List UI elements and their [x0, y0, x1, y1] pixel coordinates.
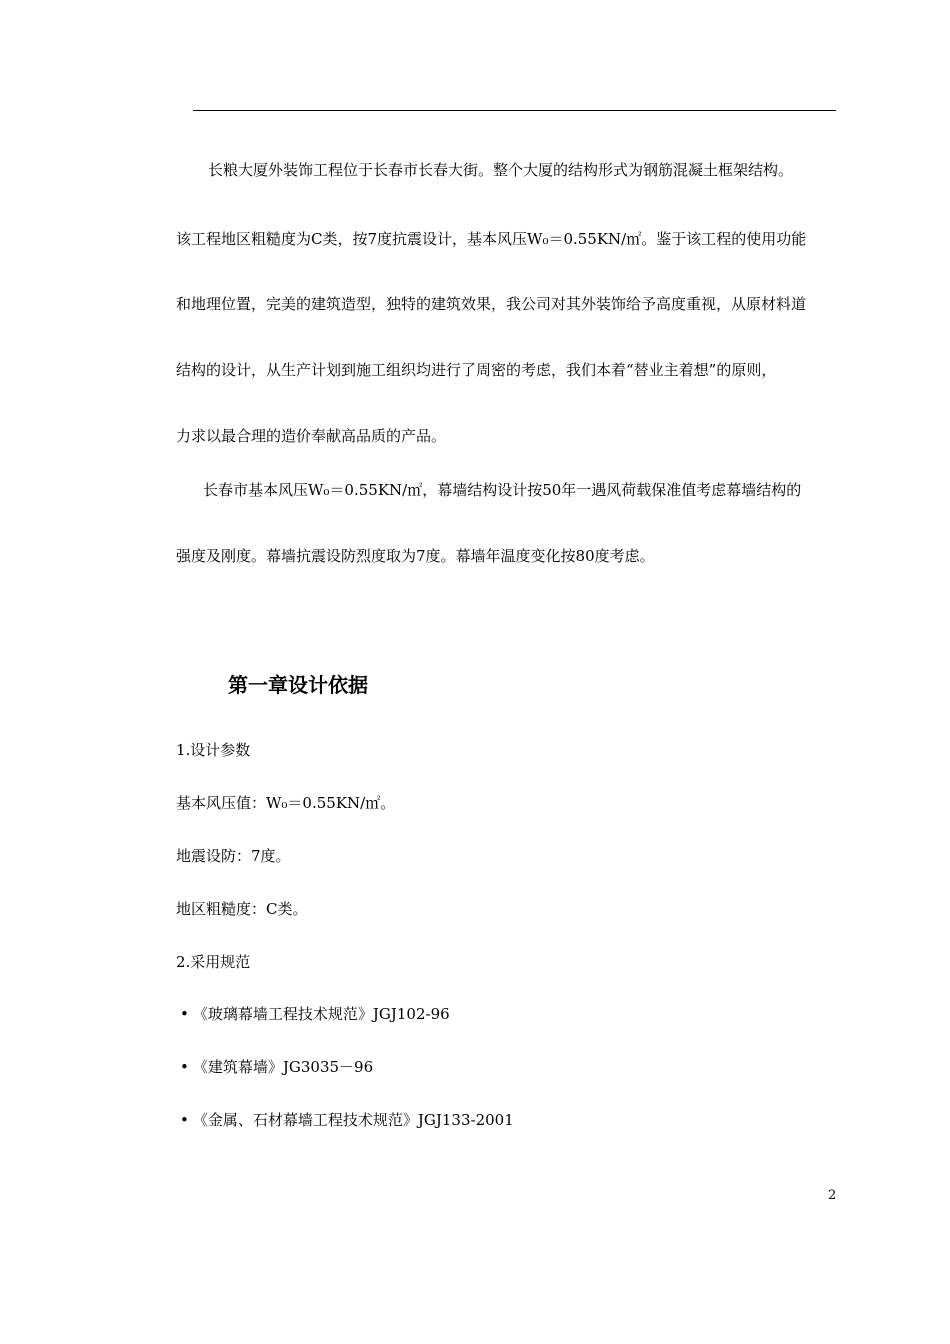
intro-line: 该工程地区粗糙度为C类，按7度抗震设计，基本风压W₀＝0.55KN/㎡。鉴于该工程的使用功能 [176, 230, 807, 248]
section-heading-specs: 2.采用规范 [176, 953, 251, 971]
param-wind-pressure: 基本风压值：W₀＝0.55KN/㎡。 [176, 794, 396, 812]
spec-text: 《建筑幕墙》JG3035－96 [192, 1058, 374, 1076]
section-heading-params: 1.设计参数 [176, 741, 251, 759]
spec-list-item [180, 1004, 450, 1024]
param-roughness: 地区粗糙度：C类。 [176, 900, 308, 918]
bullet-icon: • [180, 1058, 189, 1076]
bullet-icon: • [180, 1111, 189, 1129]
intro-line: 力求以最合理的造价奉献高品质的产品。 [176, 427, 447, 445]
spec-text: 《金属、石材幕墙工程技术规范》JGJ133-2001 [192, 1111, 514, 1129]
chapter-title: 第一章设计依据 [228, 673, 368, 697]
header-rule [193, 110, 836, 111]
spec-text: 《玻璃幕墙工程技术规范》JGJ102-96 [192, 1005, 450, 1023]
intro-line: 长粮大厦外装饰工程位于长春市长春大街。整个大厦的结构形式为钢筋混凝土框架结构。 [208, 161, 794, 179]
intro-line: 强度及刚度。幕墙抗震设防烈度取为7度。幕墙年温度变化按80度考虑。 [176, 547, 655, 565]
spec-list-item [180, 1110, 514, 1130]
page-number: 2 [828, 1188, 837, 1203]
spec-list-item [180, 1057, 373, 1077]
bullet-icon: • [180, 1005, 189, 1023]
intro-line: 结构的设计，从生产计划到施工组织均进行了周密的考虑，我们本着“替业主着想”的原则， [176, 361, 777, 379]
param-seismic: 地震设防：7度。 [176, 847, 291, 865]
intro-line: 长春市基本风压W₀＝0.55KN/㎡，幕墙结构设计按50年一遇风荷载保准值考虑幕墙结构的 [203, 481, 802, 499]
intro-line: 和地理位置，完美的建筑造型，独特的建筑效果，我公司对其外装饰给予高度重视，从原材料道 [176, 295, 807, 313]
